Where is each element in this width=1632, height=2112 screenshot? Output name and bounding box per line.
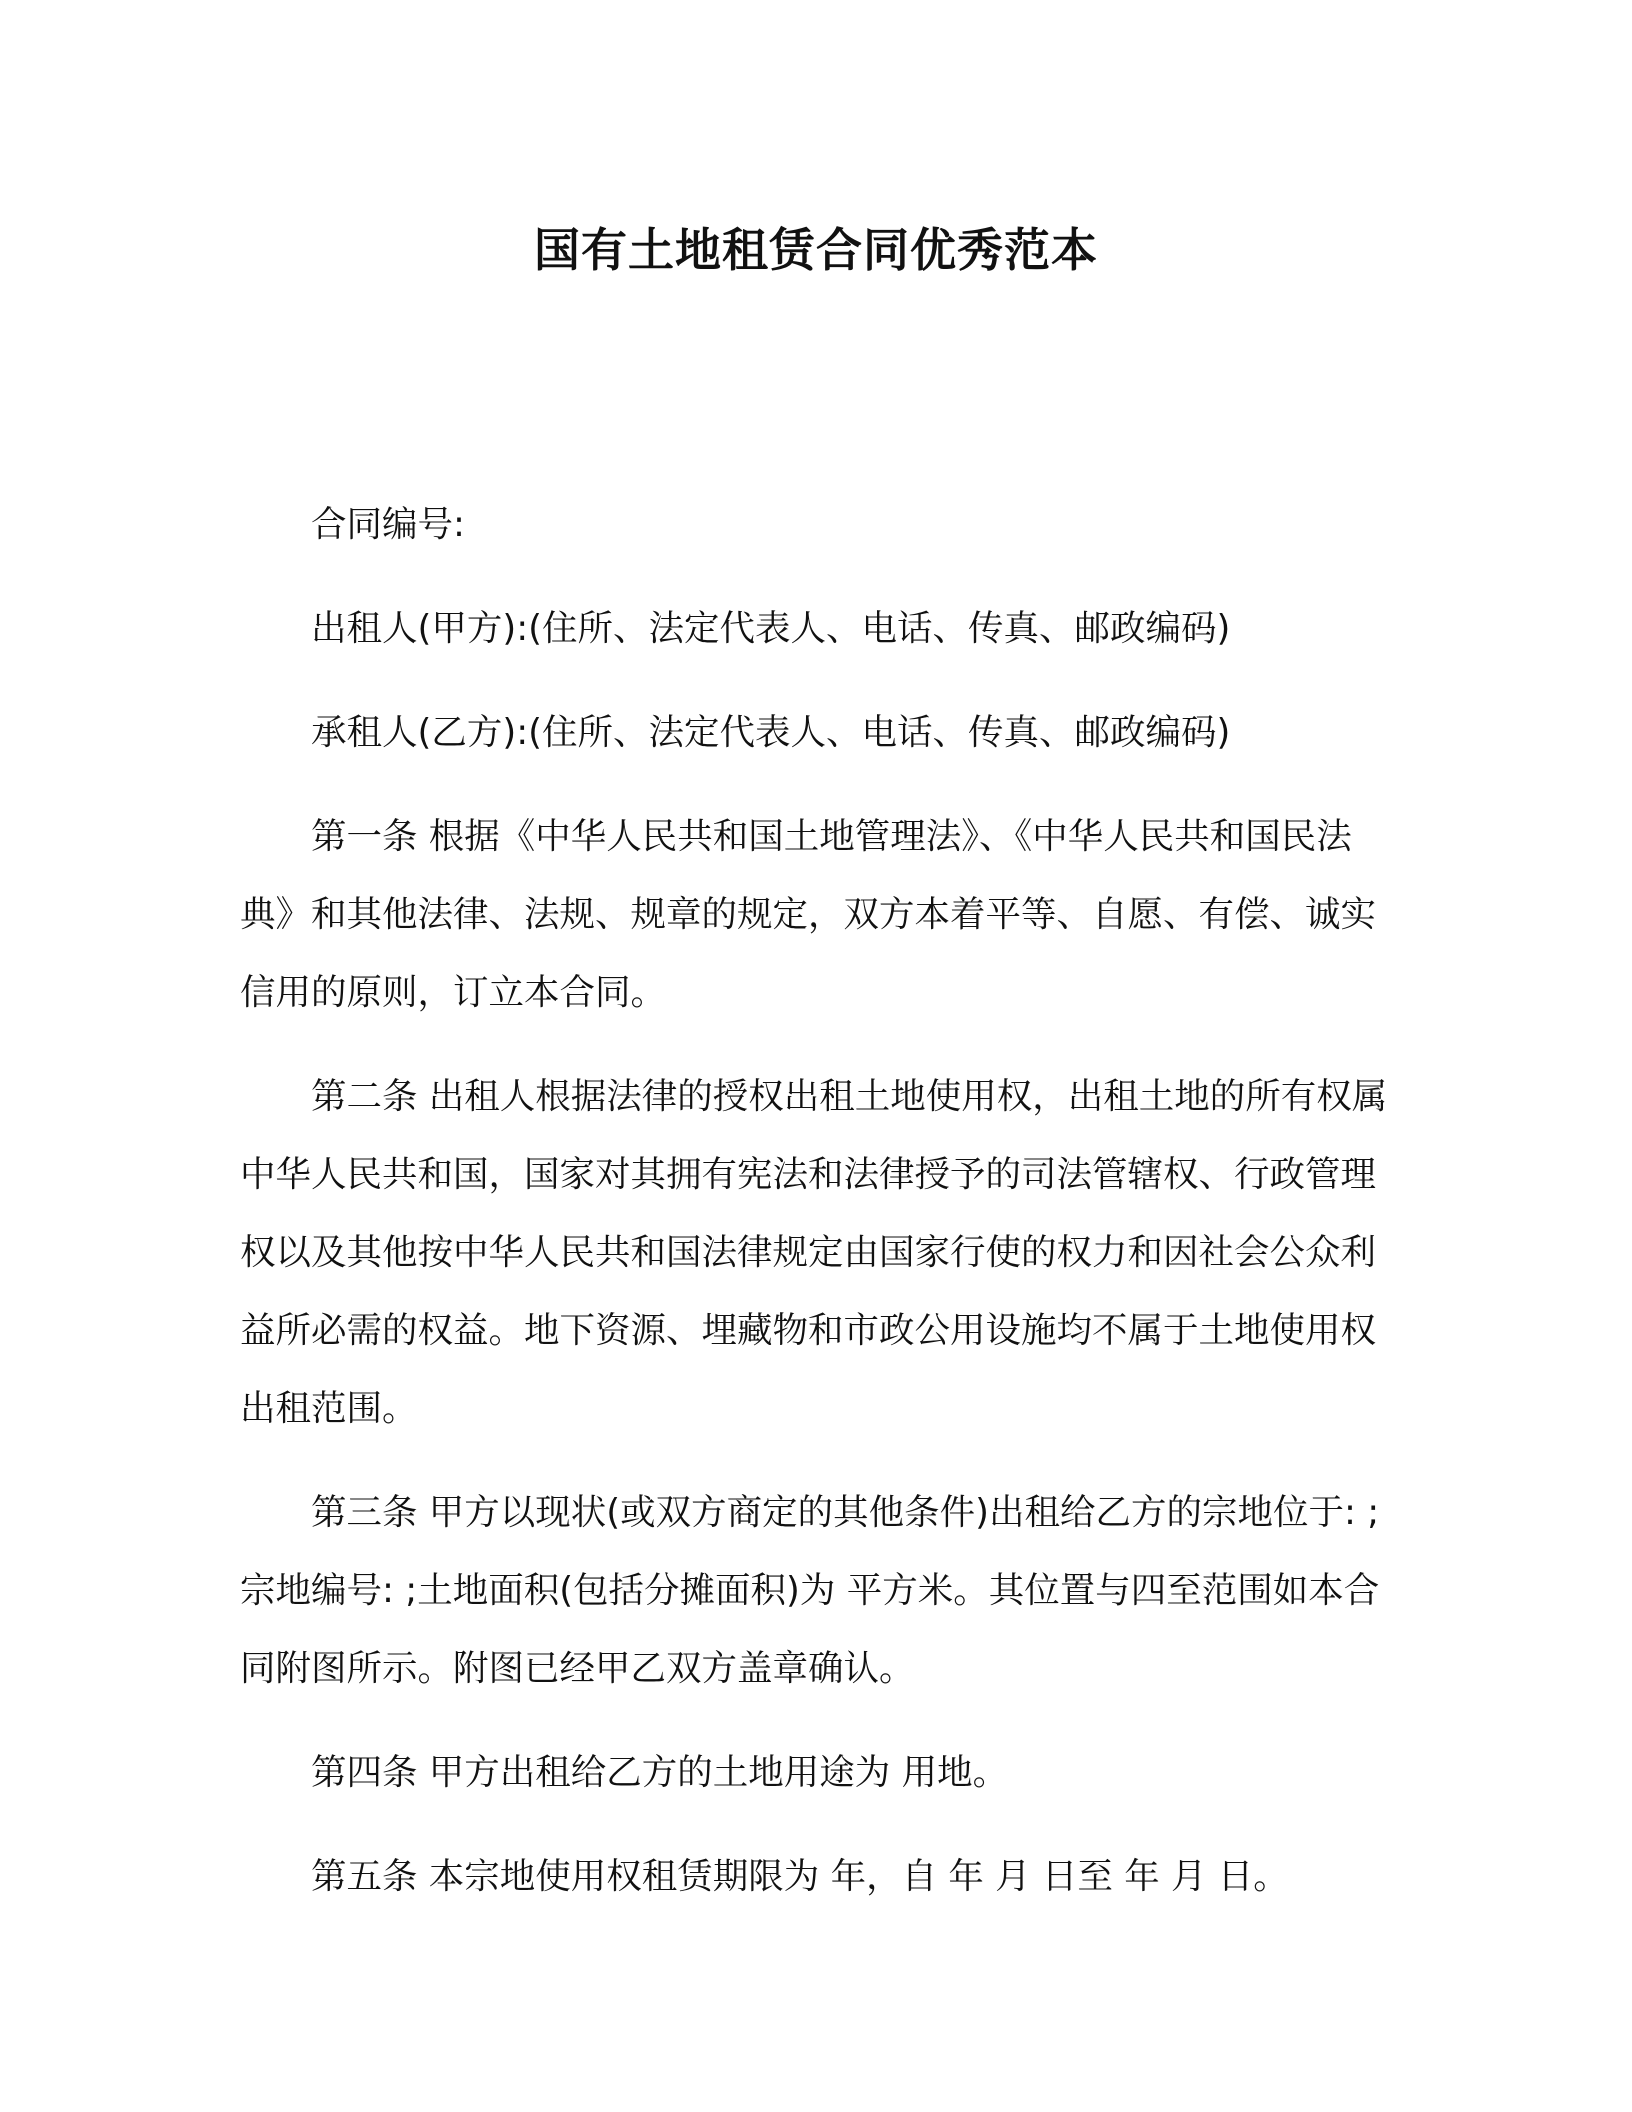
contract-number-line: 合同编号: [311, 504, 465, 545]
lessor-line: 出租人(甲方):(住所、法定代表人、电话、传真、邮政编码) [311, 608, 1231, 649]
clause-4: 第四条 甲方出租给乙方的土地用途为 用地。 [311, 1752, 1009, 1793]
clause-3: 第三条 甲方以现状(或双方商定的其他条件)出租给乙方的宗地位于: ;宗地编号: ;土地面积(包括分摊面积)为 平方米。其位置与四至范围如本合同附图所示。附图已经甲乙双方盖章确认。 [240, 1492, 1380, 1689]
document-title: 国有土地租赁合同优秀范本 [534, 223, 1098, 277]
document-body [240, 486, 1390, 1942]
clause-1: 第一条 根据《中华人民共和国土地管理法》、《中华人民共和国民法典》和其他法律、法规、规章的规定，双方本着平等、自愿、有偿、诚实信用的原则，订立本合同。 [240, 816, 1377, 1013]
clause-5: 第五条 本宗地使用权租赁期限为 年，自 年 月 日至 年 月 日。 [311, 1856, 1289, 1897]
lessee-line: 承租人(乙方):(住所、法定代表人、电话、传真、邮政编码) [311, 712, 1231, 753]
clause-2: 第二条 出租人根据法律的授权出租土地使用权，出租土地的所有权属中华人民共和国，国家对其拥有宪法和法律授予的司法管辖权、行政管理权以及其他按中华人民共和国法律规定由国家行使的权力和因社会公众利益所必需的权益。地下资源、埋藏物和市政公用设施均不属于土地使用权出租范围。 [240, 1076, 1388, 1429]
